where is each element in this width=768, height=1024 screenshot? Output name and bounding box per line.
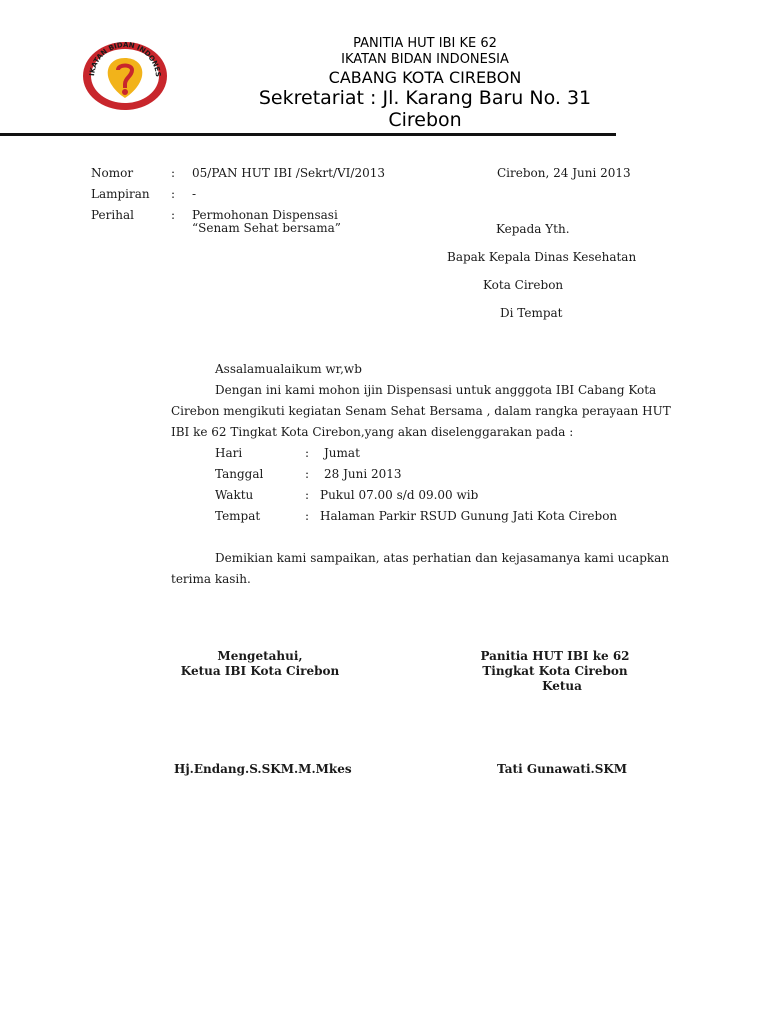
closing-line-1: Demikian kami sampaikan, atas perhatian dan kejasamanya kami ucapkan	[215, 551, 670, 565]
detail-value: 28 Juni 2013	[324, 467, 402, 481]
para1-line-3: IBI ke 62 Tingkat Kota Cirebon,yang akan diselenggarakan pada :	[171, 425, 574, 439]
lampiran-colon: :	[171, 187, 176, 201]
sign-left-line-2: Ketua IBI Kota Cirebon	[180, 664, 340, 678]
recipient-line-2: Bapak Kepala Dinas Kesehatan	[447, 250, 637, 264]
greeting: Assalamualaikum wr,wb	[215, 362, 362, 376]
lampiran-value: -	[192, 187, 197, 201]
perihal-label: Perihal	[91, 208, 134, 222]
detail-colon: :	[305, 467, 310, 481]
header-line-5: Cirebon	[388, 109, 462, 131]
recipient-line-3: Kota Cirebon	[483, 278, 564, 292]
detail-label: Tanggal	[215, 467, 264, 481]
sign-right-name: Tati Gunawati.SKM	[497, 762, 628, 776]
closing-line-2: terima kasih.	[171, 572, 251, 586]
sign-left-line-1: Mengetahui,	[217, 649, 303, 663]
para1-line-2: Cirebon mengikuti kegiatan Senam Sehat Bersama , dalam rangka perayaan HUT	[171, 404, 671, 418]
detail-value: Jumat	[324, 446, 360, 460]
perihal-value-2: “Senam Sehat bersama”	[192, 221, 341, 235]
recipient-line-4: Di Tempat	[500, 306, 563, 320]
detail-colon: :	[305, 446, 310, 460]
header-line-1: PANITIA HUT IBI KE 62	[353, 36, 497, 51]
header-line-4: Sekretariat : Jl. Karang Baru No. 31	[258, 87, 592, 109]
header-divider	[0, 133, 616, 136]
perihal-value-1: Permohonan Dispensasi	[192, 208, 338, 222]
detail-value: Pukul 07.00 s/d 09.00 wib	[320, 488, 479, 502]
sign-right-line-2: Tingkat Kota Cirebon	[482, 664, 628, 678]
recipient-line-1: Kepada Yth.	[496, 222, 570, 236]
header-line-2: IKATAN BIDAN INDONESIA	[341, 52, 509, 67]
nomor-label: Nomor	[91, 166, 134, 180]
sign-left-name: Hj.Endang.S.SKM.M.Mkes	[174, 762, 352, 776]
detail-colon: :	[305, 488, 310, 502]
header-line-3: CABANG KOTA CIREBON	[328, 68, 522, 87]
detail-label: Hari	[215, 446, 243, 460]
sign-right-line-3: Ketua	[542, 679, 582, 693]
lampiran-label: Lampiran	[91, 187, 150, 201]
nomor-value: 05/PAN HUT IBI /Sekrt/VI/2013	[192, 166, 386, 180]
detail-value: Halaman Parkir RSUD Gunung Jati Kota Cirebon	[320, 509, 618, 523]
detail-colon: :	[305, 509, 310, 523]
detail-label: Waktu	[215, 488, 254, 502]
para1-line-1: Dengan ini kami mohon ijin Dispensasi untuk angggota IBI Cabang Kota	[215, 383, 657, 397]
nomor-colon: :	[171, 166, 176, 180]
ibi-logo	[80, 40, 170, 112]
detail-label: Tempat	[215, 509, 261, 523]
perihal-colon: :	[171, 208, 176, 222]
logo-emblem-dot	[122, 89, 128, 95]
logo-ring-text: IKATAN BIDAN INDONES	[88, 40, 163, 78]
letter-date: Cirebon, 24 Juni 2013	[497, 166, 631, 180]
sign-right-line-1: Panitia HUT IBI ke 62	[480, 649, 630, 663]
